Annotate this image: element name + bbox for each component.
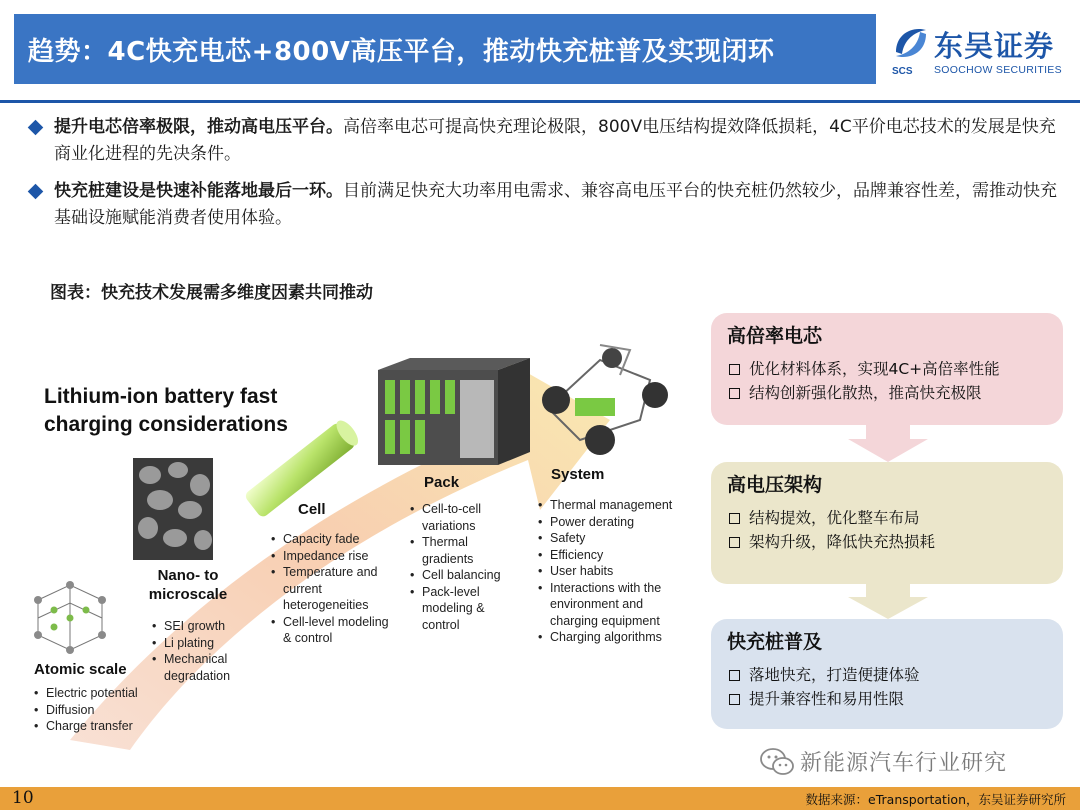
down-arrow-icon bbox=[848, 584, 928, 619]
diagram-title-line: Lithium-ion battery fast bbox=[44, 385, 278, 408]
panel-high-voltage bbox=[711, 462, 1063, 584]
stage-cell-list bbox=[271, 531, 389, 647]
list-item: • Pack-level modeling & control bbox=[410, 584, 520, 634]
panel-title: 高倍率电芯 bbox=[727, 325, 823, 347]
list-item: • Charging algorithms bbox=[538, 629, 688, 646]
list-item: • Cell-to-cell variations bbox=[410, 501, 520, 534]
logo-abbr: SCS bbox=[892, 66, 913, 77]
stage-cell-title: Cell bbox=[298, 501, 326, 518]
data-source: 数据来源：eTransportation，东吴证券研究所 bbox=[805, 792, 1066, 807]
stage-microscale-title bbox=[138, 566, 238, 604]
watermark-text: 新能源汽车行业研究 bbox=[800, 751, 1008, 776]
stage-atomic-scale-list bbox=[34, 685, 174, 735]
watermark bbox=[760, 746, 1007, 777]
panel-high-rate-cell bbox=[711, 313, 1063, 425]
list-item: • Thermal gradients bbox=[410, 534, 520, 567]
list-item: • Cell-level modeling & control bbox=[271, 614, 389, 647]
title-bar bbox=[14, 14, 876, 84]
panel-title: 快充桩普及 bbox=[727, 631, 823, 653]
bullet-item bbox=[28, 114, 1063, 168]
panel-item: 结构创新强化散热，推高快充极限 bbox=[727, 381, 1047, 405]
list-item: • Charge transfer bbox=[34, 718, 174, 735]
stage-system-list bbox=[538, 497, 688, 646]
header-divider bbox=[0, 100, 1080, 103]
list-item: • Efficiency bbox=[538, 547, 688, 564]
stage-microscale-title-line: Nano- to bbox=[157, 567, 219, 584]
list-item: • Electric potential bbox=[34, 685, 174, 702]
stage-microscale-list bbox=[152, 618, 262, 684]
panel-title: 高电压架构 bbox=[727, 474, 823, 496]
list-item: • Li plating bbox=[152, 635, 262, 652]
panel-item: 结构提效，优化整车布局 bbox=[727, 506, 1047, 530]
panel-item: 提升兼容性和易用性限 bbox=[727, 687, 1047, 711]
figure-caption: 图表：快充技术发展需多维度因素共同推动 bbox=[50, 283, 373, 303]
stage-microscale-title-line: microscale bbox=[148, 586, 228, 603]
footer-bar bbox=[0, 787, 1080, 810]
logo-english: SOOCHOW SECURITIES bbox=[934, 64, 1062, 76]
wechat-icon bbox=[760, 748, 794, 776]
list-item: • Safety bbox=[538, 530, 688, 547]
list-item: • Impedance rise bbox=[271, 548, 389, 565]
diamond-bullet-icon bbox=[28, 120, 44, 136]
list-item: • SEI growth bbox=[152, 618, 262, 635]
diagram-title bbox=[44, 383, 344, 439]
list-item: • Power derating bbox=[538, 514, 688, 531]
stage-atomic-scale-title: Atomic scale bbox=[34, 661, 127, 678]
company-logo bbox=[888, 22, 1068, 84]
list-item: • Diffusion bbox=[34, 702, 174, 719]
logo-chinese: 东吴证券 bbox=[934, 29, 1055, 63]
panel-charging-pile bbox=[711, 619, 1063, 729]
logo-mark-icon bbox=[890, 22, 932, 64]
page-number: 10 bbox=[12, 788, 34, 808]
stage-system-title: System bbox=[551, 466, 605, 483]
panel-item: 优化材料体系，实现4C+高倍率性能 bbox=[727, 357, 1047, 381]
list-item: • User habits bbox=[538, 563, 688, 580]
diagram-title-line: charging considerations bbox=[44, 413, 288, 436]
list-item: • Capacity fade bbox=[271, 531, 389, 548]
stage-pack-title: Pack bbox=[424, 474, 460, 491]
list-item: • Thermal management bbox=[538, 497, 688, 514]
bullet-item bbox=[28, 178, 1063, 232]
bullet-lead: 提升电芯倍率极限，推动高电压平台。 bbox=[54, 117, 343, 137]
list-item: • Cell balancing bbox=[410, 567, 520, 584]
page-title: 趋势：4C快充电芯+800V高压平台，推动快充桩普及实现闭环 bbox=[28, 36, 775, 67]
bullet-lead: 快充桩建设是快速补能落地最后一环。 bbox=[54, 181, 343, 201]
list-item: • Interactions with the environment and charging equipment bbox=[538, 580, 688, 630]
down-arrow-icon bbox=[848, 425, 928, 462]
diamond-bullet-icon bbox=[28, 184, 44, 200]
fast-charging-diagram bbox=[0, 300, 700, 770]
panel-item: 架构升级，降低快充热损耗 bbox=[727, 530, 1047, 554]
battery-pack-image bbox=[378, 358, 530, 465]
panel-item: 落地快充，打造便捷体验 bbox=[727, 663, 1047, 687]
list-item: • Temperature and current heterogeneities bbox=[271, 564, 389, 614]
bullet-text: 高倍率电芯可提高快充理论极限，800V电压结构提效降低损耗，4C平价电芯技术的发展是快充商业化进程的先决条件。 bbox=[54, 117, 1056, 164]
list-item: • Mechanical degradation bbox=[152, 651, 262, 684]
bullet-list bbox=[28, 114, 1063, 242]
stage-pack-list bbox=[410, 501, 520, 633]
bullet-text: 目前满足快充大功率用电需求、兼容高电压平台的快充桩仍然较少，品牌兼容性差，需推动快充基础设施赋能消费者使用体验。 bbox=[54, 181, 1057, 228]
